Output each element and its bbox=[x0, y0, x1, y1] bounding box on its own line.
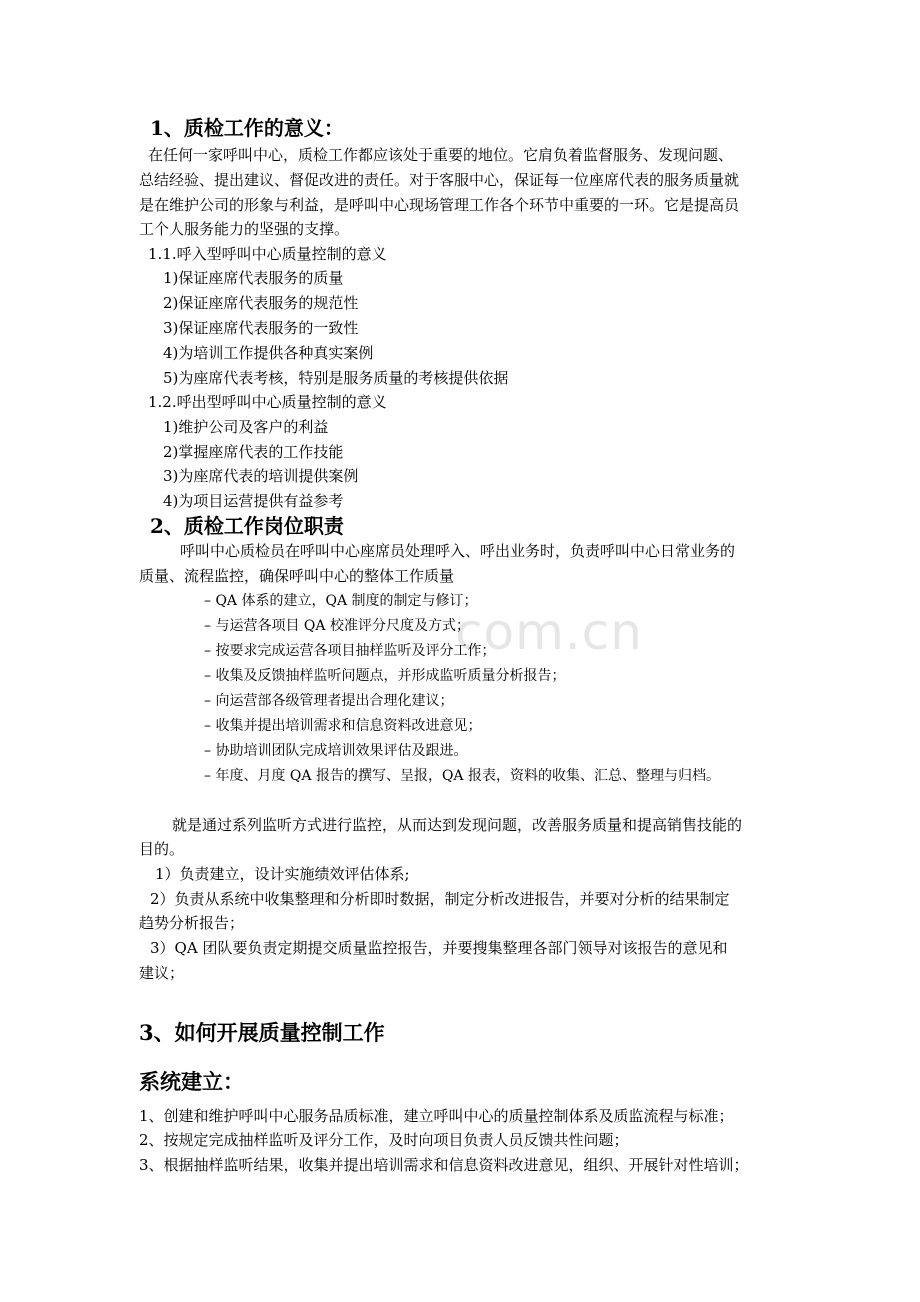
section1-para-line: 总结经验、提出建议、督促改进的责任。对于客服中心，保证每一位座席代表的服务质量就 bbox=[139, 171, 740, 189]
section3-item: 2、按规定完成抽样监听及评分工作，及时向项目负责人员反馈共性问题； bbox=[139, 1131, 629, 1149]
list-item: 5)为座席代表考核，特别是服务质量的考核提供依据 bbox=[163, 369, 509, 387]
section1-para-line: 在任何一家呼叫中心，质检工作都应该处于重要的地位。它肩负着监督服务、发现问题、 bbox=[148, 146, 734, 164]
summary-line: 就是通过系列监听方式进行监控，从而达到发现问题，改善服务质量和提高销售技能的 bbox=[172, 816, 743, 834]
duty-item: – 收集并提出培训需求和信息资料改进意见； bbox=[204, 718, 482, 734]
list-item: 1)保证座席代表服务的质量 bbox=[163, 269, 344, 287]
list-item: 3)为座席代表的培训提供案例 bbox=[163, 467, 359, 485]
point-item: 建议； bbox=[139, 964, 185, 982]
list-item: 4)为项目运营提供有益参考 bbox=[163, 492, 344, 510]
subsection-title: 1.2.呼出型呼叫中心质量控制的意义 bbox=[148, 393, 387, 411]
section3-item: 3、根据抽样监听结果，收集并提出培训需求和信息资料改进意见，组织、开展针对性培训； bbox=[139, 1156, 749, 1174]
duty-item: – 年度、月度 QA 报告的撰写、呈报，QA 报表，资料的收集、汇总、整理与归档。 bbox=[204, 768, 720, 784]
duty-item: – 按要求完成运营各项目抽样监听及评分工作； bbox=[204, 643, 496, 659]
duty-item: – 收集及反馈抽样监听问题点，并形成监听质量分析报告； bbox=[204, 668, 566, 684]
point-item: 趋势分析报告； bbox=[139, 914, 245, 932]
section2-heading: 2、质检工作岗位职责 bbox=[150, 514, 344, 538]
section2-intro-line: 质量、流程监控，确保呼叫中心的整体工作质量 bbox=[139, 567, 455, 585]
duty-item: – 与运营各项目 QA 校准评分尺度及方式； bbox=[204, 618, 470, 634]
section3-heading: 3、如何开展质量控制工作 bbox=[139, 1020, 385, 1045]
section3-subheading: 系统建立： bbox=[139, 1069, 244, 1094]
watermark: com.cn bbox=[455, 603, 643, 661]
list-item: 1)维护公司及客户的利益 bbox=[163, 418, 329, 436]
summary-line: 目的。 bbox=[139, 840, 185, 858]
section3-item: 1、创建和维护呼叫中心服务品质标准，建立呼叫中心的质量控制体系及质监流程与标准； bbox=[139, 1107, 734, 1125]
point-item: 3）QA 团队要负责定期提交质量监控报告，并要搜集整理各部门领导对该报告的意见和 bbox=[150, 939, 728, 957]
duty-item: – 向运营部各级管理者提出合理化建议； bbox=[204, 693, 454, 709]
section1-para-line: 工个人服务能力的坚强的支撑。 bbox=[139, 220, 350, 238]
duty-item: – QA 体系的建立，QA 制度的制定与修订； bbox=[204, 593, 478, 609]
section1-para-line: 是在维护公司的形象与利益，是呼叫中心现场管理工作各个环节中重要的一环。它是提高员 bbox=[139, 196, 740, 214]
list-item: 2)保证座席代表服务的规范性 bbox=[163, 294, 359, 312]
point-item: 1）负责建立，设计实施绩效评估体系; bbox=[155, 865, 410, 883]
subsection-title: 1.1.呼入型呼叫中心质量控制的意义 bbox=[148, 245, 387, 263]
duty-item: – 协助培训团队完成培训效果评估及跟进。 bbox=[204, 743, 468, 759]
section1-heading: 1、质检工作的意义： bbox=[150, 116, 344, 140]
section2-intro-line: 呼叫中心质检员在呼叫中心座席员处理呼入、呼出业务时，负责呼叫中心日常业务的 bbox=[180, 542, 736, 560]
list-item: 3)保证座席代表服务的一致性 bbox=[163, 319, 359, 337]
list-item: 2)掌握座席代表的工作技能 bbox=[163, 443, 344, 461]
point-item: 2）负责从系统中收集整理和分析即时数据，制定分析改进报告，并要对分析的结果制定 bbox=[150, 890, 730, 908]
list-item: 4)为培训工作提供各种真实案例 bbox=[163, 344, 374, 362]
